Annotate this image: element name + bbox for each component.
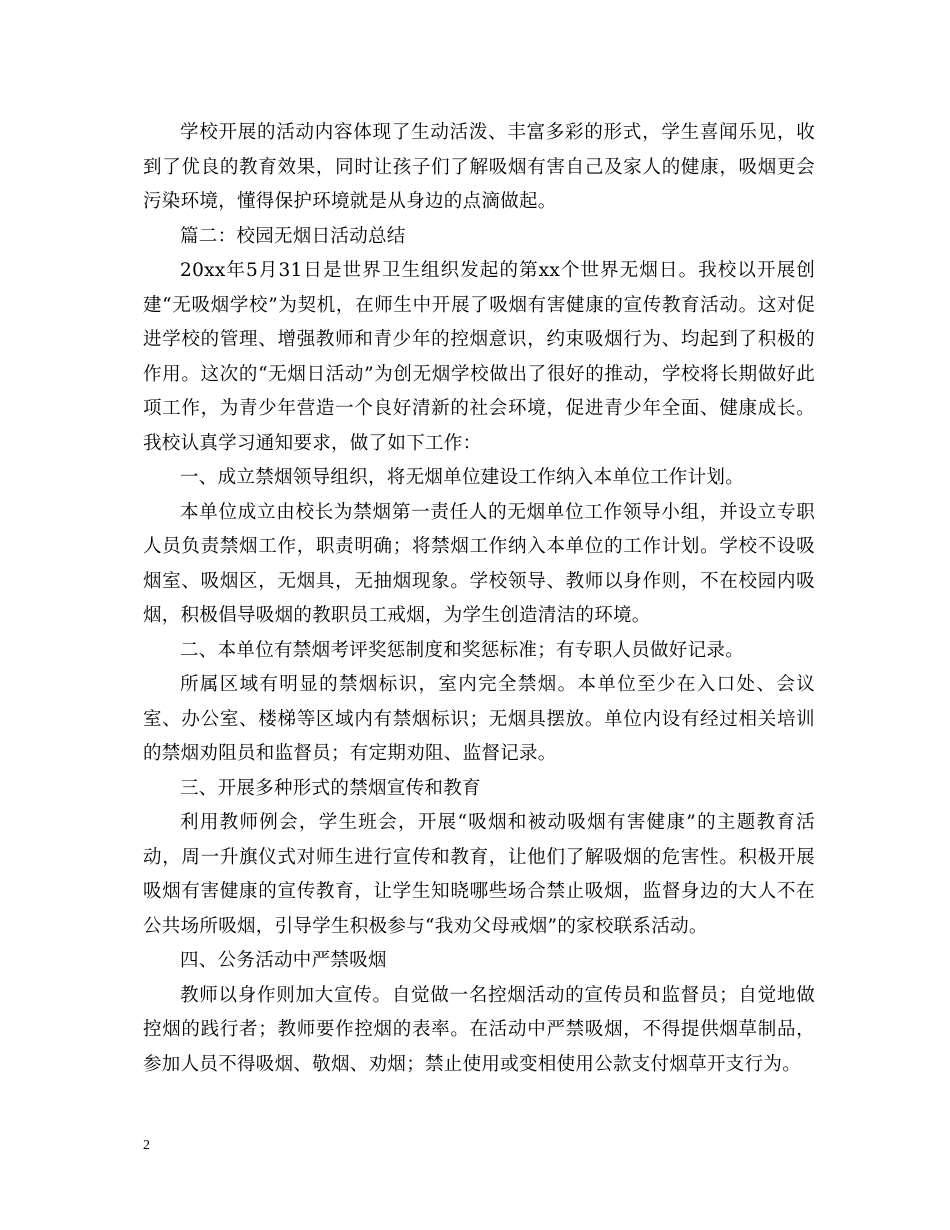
page-number: 2 <box>143 1138 150 1153</box>
heading-item-two: 二、本单位有禁烟考评奖惩制度和奖惩标准；有专职人员做好记录。 <box>180 639 745 661</box>
paragraph-leadership-group: 本单位成立由校长为禁烟第一责任人的无烟单位工作领导小组，并设立专职人员负责禁烟工作，职责明确；将禁烟工作纳入本单位的工作计划。学校不设吸烟室、吸烟区，无烟具，无抽烟现象。学校领导、教师以身作则，不在校园内吸烟，积极倡导吸烟的教职员工戒烟，为学生创造清洁的环境。 <box>143 501 815 626</box>
heading-item-four: 四、公务活动中严禁吸烟 <box>180 950 387 971</box>
document-body <box>143 116 815 1082</box>
paragraph-school-activity-summary: 学校开展的活动内容体现了生动活泼、丰富多彩的形式，学生喜闻乐见，收到了优良的教育效果，同时让孩子们了解吸烟有害自己及家人的健康，吸烟更会污染环境，懂得保护环境就是从身边的点滴做起。 <box>143 122 815 212</box>
heading-item-one: 一、成立禁烟领导组织，将无烟单位建设工作纳入本单位工作计划。 <box>180 467 745 488</box>
section-heading-part-two: 篇二：校园无烟日活动总结 <box>180 225 406 247</box>
heading-item-three: 三、开展多种形式的禁烟宣传和教育 <box>180 777 481 799</box>
paragraph-official-activities: 教师以身作则加大宣传。自觉做一名控烟活动的宣传员和监督员；自觉地做控烟的践行者；教师要作控烟的表率。在活动中严禁吸烟，不得提供烟草制品，参加人员不得吸烟、敬烟、劝烟；禁止使用或变相使用公款支付烟草开支行为。 <box>143 984 815 1075</box>
paragraph-education-activities: 利用教师例会，学生班会，开展“吸烟和被动吸烟有害健康”的主题教育活动，周一升旗仪式对师生进行宣传和教育，让他们了解吸烟的危害性。积极开展吸烟有害健康的宣传教育，让学生知晓哪些场合禁止吸烟，监督身边的大人不在公共场所吸烟，引导学生积极参与“我劝父母戒烟”的家校联系活动。 <box>143 812 815 937</box>
paragraph-world-no-tobacco-day: 20xx年5月31日是世界卫生组织发起的第xx个世界无烟日。我校以开展创建“无吸烟学校”为契机，在师生中开展了吸烟有害健康的宣传教育活动。这对促进学校的管理、增强教师和青少年的控烟意识，约束吸烟行为、均起到了积极的作用。这次的“无烟日活动”为创无烟学校做出了很好的推动，学校将长期做好此项工作，为青少年营造一个良好清新的社会环境，促进青少年全面、健康成长。我校认真学习通知要求，做了如下工作： <box>143 260 815 454</box>
paragraph-no-smoking-signs: 所属区域有明显的禁烟标识，室内完全禁烟。本单位至少在入口处、会议室、办公室、楼梯等区域内有禁烟标识；无烟具摆放。单位内设有经过相关培训的禁烟劝阻员和监督员；有定期劝阻、监督记录。 <box>143 674 815 764</box>
